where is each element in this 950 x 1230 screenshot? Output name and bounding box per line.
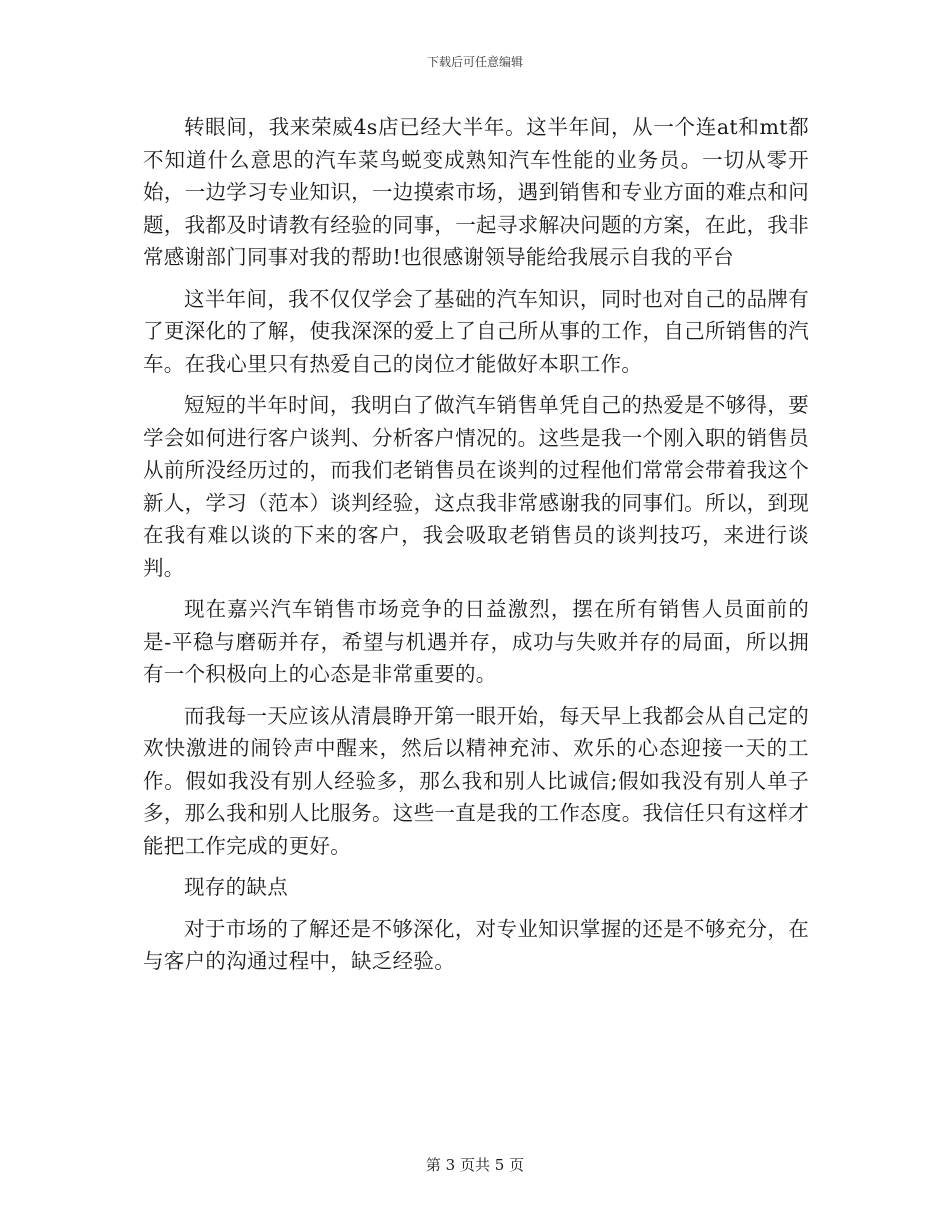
page-number: 第 3 页共 5 页 xyxy=(425,1156,525,1174)
page-header-note: 下载后可任意编辑 xyxy=(426,55,523,69)
document-body xyxy=(143,111,809,987)
section-heading-shortcomings: 现存的缺点 xyxy=(184,875,288,899)
paragraph-3: 短短的半年时间，我明白了做汽车销售单凭自己的热爱是不够得，要学会如何进行客户谈判、分析客户情况的。这些是我一个刚入职的销售员从前所没经历过的，而我们老销售员在谈判的过程他们常常会带着我这个新人，学习（范本）谈判经验，这点我非常感谢我的同事们。所以，到现在我有难以谈的下来的客户，我会吸取老销售员的谈判技巧，来进行谈判。 xyxy=(143,393,809,580)
paragraph-1: 转眼间，我来荣威4s店已经大半年。这半年间，从一个连at和mt都不知道什么意思的汽车菜鸟蜕变成熟知汽车性能的业务员。一切从零开始，一边学习专业知识，一边摸索市场，遇到销售和专业方面的难点和问题，我都及时请教有经验的同事，一起寻求解决问题的方案，在此，我非常感谢部门同事对我的帮助!也很感谢领导能给我展示自我的平台 xyxy=(143,115,809,269)
paragraph-6: 对于市场的了解还是不够深化，对专业知识掌握的还是不够充分，在与客户的沟通过程中，缺乏经验。 xyxy=(143,916,809,973)
paragraph-5: 而我每一天应该从清晨睁开第一眼开始，每天早上我都会从自己定的欢快激进的闹铃声中醒来，然后以精神充沛、欢乐的心态迎接一天的工作。假如我没有别人经验多，那么我和别人比诚信;假如我没有别人单子多，那么我和别人比服务。这些一直是我的工作态度。我信任只有这样才能把工作完成的更好。 xyxy=(143,703,809,858)
paragraph-2: 这半年间，我不仅仅学会了基础的汽车知识，同时也对自己的品牌有了更深化的了解，使我深深的爱上了自己所从事的工作，自己所销售的汽车。在我心里只有热爱自己的岗位才能做好本职工作。 xyxy=(143,286,809,376)
paragraph-4: 现在嘉兴汽车销售市场竞争的日益激烈，摆在所有销售人员面前的是-平稳与磨砺并存，希望与机遇并存，成功与失败并存的局面，所以拥有一个积极向上的心态是非常重要的。 xyxy=(143,597,809,686)
